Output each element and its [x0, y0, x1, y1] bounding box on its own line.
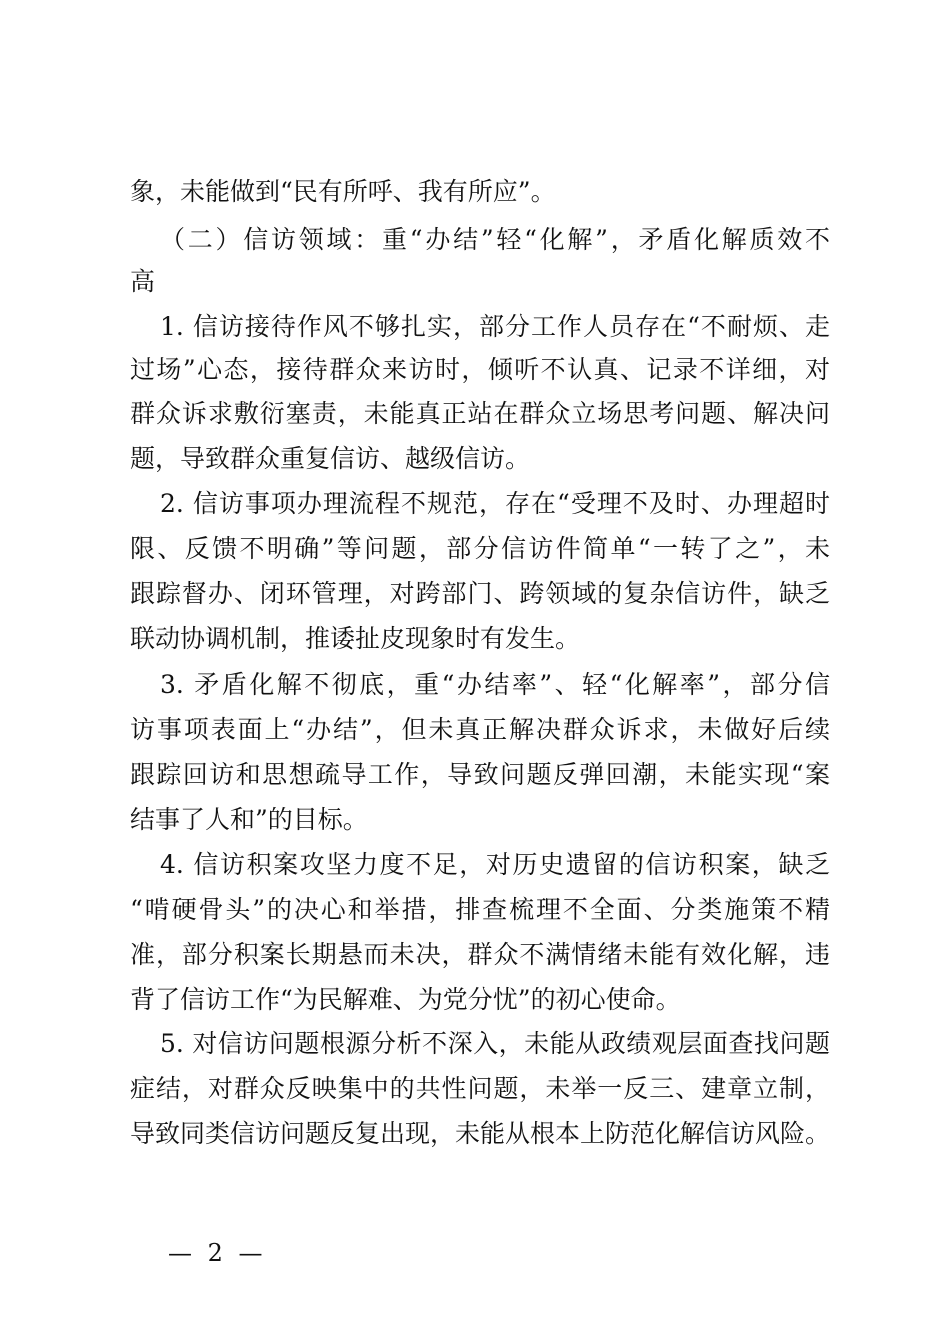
paragraph-line: 联动协调机制，推诿扯皮现象时有发生。	[130, 624, 581, 653]
section-heading: （二）信访领域：重“办结”轻“化解”，矛盾化解质效不	[160, 225, 830, 254]
paragraph-line: 跟踪回访和思想疏导工作，导致问题反弹回潮，未能实现“案	[130, 760, 830, 789]
paragraph-line: 过场”心态，接待群众来访时，倾听不认真、记录不详细，对	[130, 355, 830, 384]
paragraph-line: 结事了人和”的目标。	[130, 805, 368, 834]
paragraph-line: 跟踪督办、闭环管理，对跨部门、跨领域的复杂信访件，缺乏	[130, 579, 830, 608]
paragraph-line: 5. 对信访问题根源分析不深入，未能从政绩观层面查找问题	[160, 1029, 830, 1058]
paragraph-line: 题，导致群众重复信访、越级信访。	[130, 444, 531, 473]
paragraph-line: 准，部分积案长期悬而未决，群众不满情绪未能有效化解，违	[130, 940, 830, 969]
paragraph-line: “啃硬骨头”的决心和举措，排查梳理不全面、分类施策不精	[130, 895, 830, 924]
paragraph-line: 3. 矛盾化解不彻底，重“办结率”、轻“化解率”，部分信	[160, 670, 830, 699]
paragraph-line: 症结，对群众反映集中的共性问题，未举一反三、建章立制，	[130, 1074, 830, 1103]
paragraph-line: 群众诉求敷衍塞责，未能真正站在群众立场思考问题、解决问	[130, 399, 830, 428]
paragraph-line: 背了信访工作“为民解难、为党分忧”的初心使命。	[130, 985, 681, 1014]
paragraph-line: 访事项表面上“办结”，但未真正解决群众诉求，未做好后续	[130, 715, 830, 744]
paragraph-line: 4. 信访积案攻坚力度不足，对历史遗留的信访积案，缺乏	[160, 850, 830, 879]
paragraph-line: 象，未能做到“民有所呼、我有所应”。	[130, 177, 556, 206]
paragraph-line: 导致同类信访问题反复出现，未能从根本上防范化解信访风险。	[130, 1119, 831, 1148]
paragraph-line: 2. 信访事项办理流程不规范，存在“受理不及时、办理超时	[160, 489, 830, 518]
paragraph-line: 1. 信访接待作风不够扎实，部分工作人员存在“不耐烦、走	[160, 312, 830, 341]
page-number: — 2 —	[168, 1239, 267, 1267]
paragraph-line: 限、反馈不明确”等问题，部分信访件简单“一转了之”，未	[130, 534, 830, 563]
section-heading: 高	[130, 267, 156, 296]
